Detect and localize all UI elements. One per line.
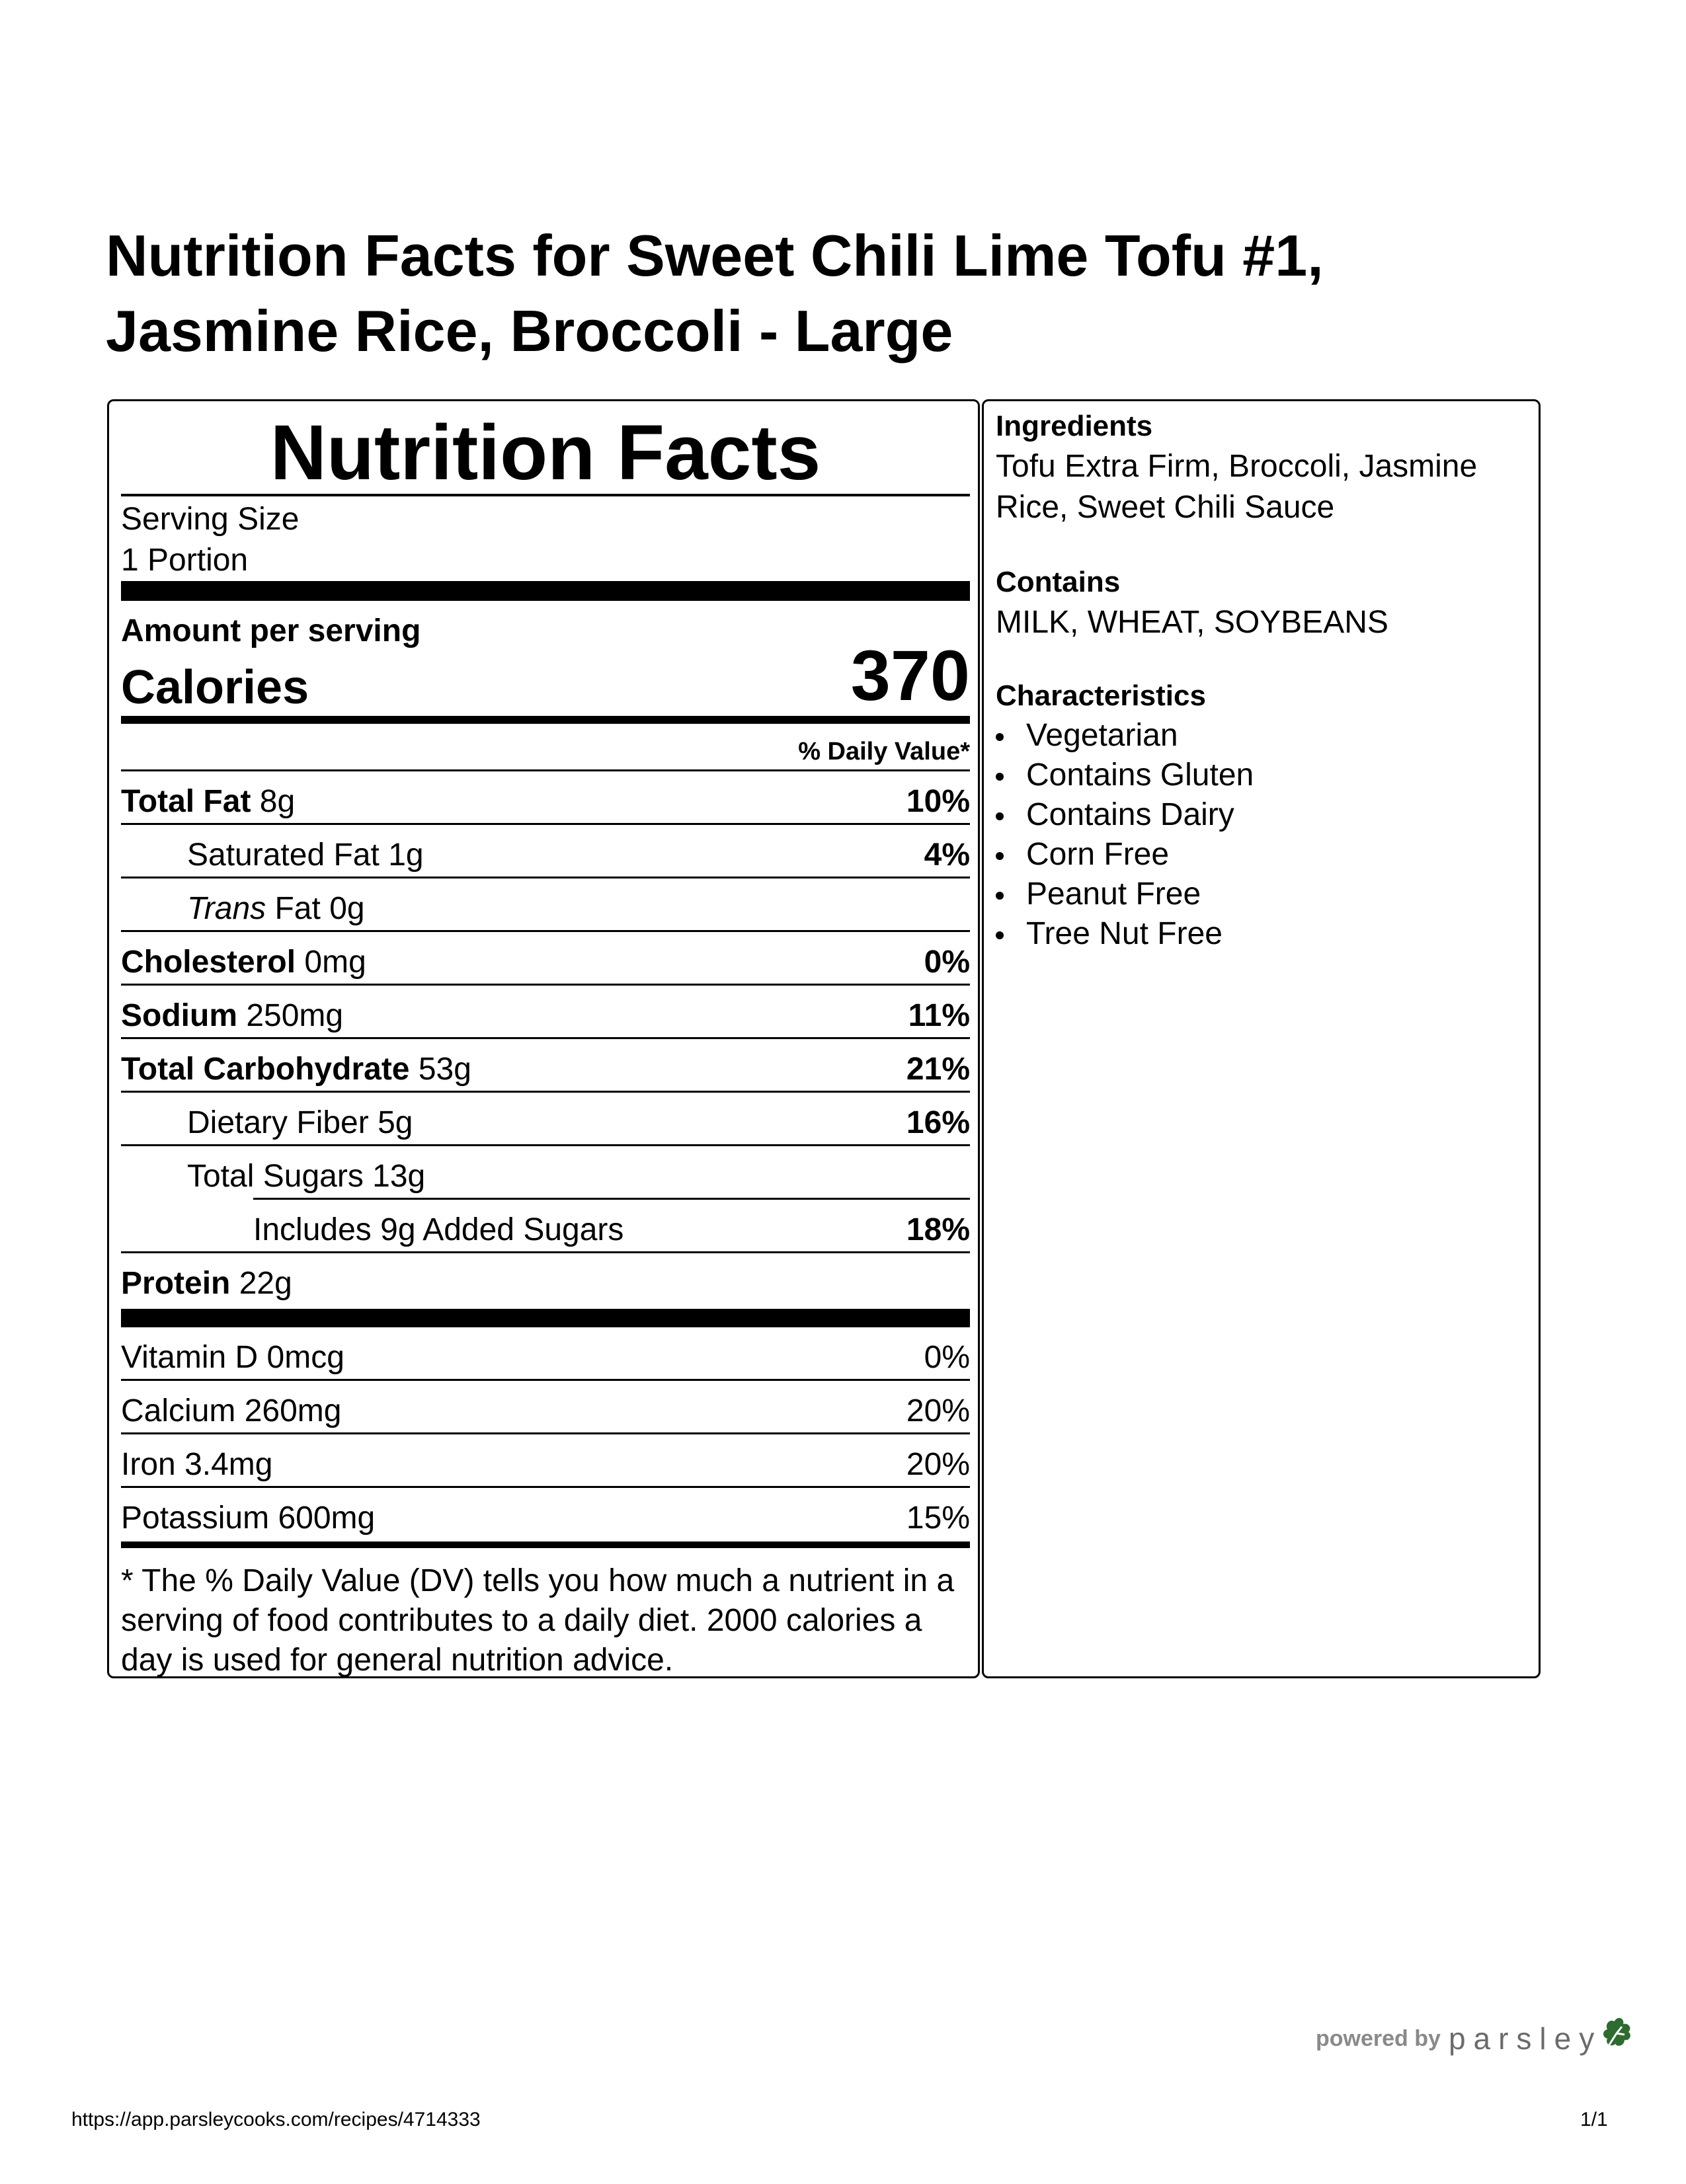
vitamin-amount: 3.4mg xyxy=(184,1447,273,1482)
vitamin-name: Iron xyxy=(121,1447,176,1482)
nutrient-amount: 22g xyxy=(239,1266,292,1301)
characteristic-label: Vegetarian xyxy=(1026,718,1178,753)
nutrient-name: Total Fat xyxy=(121,784,251,819)
nutrient-dv: 16% xyxy=(906,1105,970,1140)
nutrient-dv: 11% xyxy=(908,998,970,1033)
ingredients-heading: Ingredients xyxy=(996,410,1153,442)
list-item xyxy=(996,795,1531,835)
nutrient-amount: 250mg xyxy=(246,998,344,1033)
vitamin-dv: 20% xyxy=(906,1393,970,1428)
contains-text: MILK, WHEAT, SOYBEANS xyxy=(996,605,1388,640)
calories-value: 370 xyxy=(850,635,970,715)
nutrient-dv: 21% xyxy=(906,1052,970,1087)
nutrient-amount: 5g xyxy=(378,1105,413,1140)
nutrient-name: Fat xyxy=(274,891,321,926)
list-item xyxy=(996,756,1531,795)
powered-by-label: powered by xyxy=(1316,2026,1441,2051)
nutrient-row-cholesterol xyxy=(121,932,970,986)
nutrient-name: Sodium xyxy=(121,998,237,1033)
nutrient-name-italic: Trans xyxy=(187,891,266,926)
parsley-leaf-icon xyxy=(1598,2015,1635,2055)
vitamin-row-calcium xyxy=(121,1381,970,1434)
bullet-icon xyxy=(996,852,1004,860)
nutrient-row-total-sugars xyxy=(121,1146,970,1200)
list-item xyxy=(996,875,1531,914)
nutrition-facts-header: Nutrition Facts xyxy=(121,401,970,496)
contains-heading: Contains xyxy=(996,566,1121,598)
characteristics-heading: Characteristics xyxy=(996,680,1206,712)
bullet-icon xyxy=(996,931,1004,939)
vitamin-name: Vitamin D xyxy=(121,1340,259,1375)
nutrient-name: Includes 9g Added Sugars xyxy=(253,1212,624,1247)
nutrient-row-trans-fat xyxy=(121,878,970,932)
ingredients-panel xyxy=(982,399,1541,1678)
vitamin-dv: 20% xyxy=(906,1447,970,1482)
nutrient-name: Cholesterol xyxy=(121,945,296,980)
vitamin-amount: 600mg xyxy=(278,1501,376,1536)
nutrition-facts-label xyxy=(107,399,980,1678)
serving-size-label: Serving Size xyxy=(121,502,300,537)
nutrient-row-total-fat xyxy=(121,771,970,825)
calories-block xyxy=(121,601,970,724)
characteristic-label: Contains Dairy xyxy=(1026,797,1234,832)
bullet-icon xyxy=(996,733,1004,741)
list-item xyxy=(996,716,1531,756)
serving-size xyxy=(121,496,970,581)
amount-per-serving: Amount per serving xyxy=(121,613,421,648)
vitamin-name: Calcium xyxy=(121,1393,236,1428)
nutrient-row-sodium xyxy=(121,986,970,1039)
bullet-icon xyxy=(996,812,1004,820)
bullet-icon xyxy=(996,773,1004,781)
characteristic-label: Peanut Free xyxy=(1026,877,1201,912)
vitamin-row-iron xyxy=(121,1434,970,1488)
vitamin-row-potassium xyxy=(121,1488,970,1541)
nutrient-name: Total Sugars xyxy=(187,1159,364,1194)
bullet-icon xyxy=(996,892,1004,900)
nutrient-row-saturated-fat xyxy=(121,825,970,878)
vitamin-amount: 260mg xyxy=(244,1393,342,1428)
vitamin-dv: 15% xyxy=(906,1501,970,1536)
characteristic-label: Contains Gluten xyxy=(1026,758,1254,793)
ingredients-text: Tofu Extra Firm, Broccoli, Jasmine Rice, Sweet Chili Sauce xyxy=(996,449,1478,525)
daily-value-footnote: * The % Daily Value (DV) tells you how much a nutrient in a serving of food contributes to a daily diet. 2000 calories a day is used for general nutrition advice. xyxy=(121,1563,955,1678)
page-title: Nutrition Facts for Sweet Chili Lime Tofu #1, Jasmine Rice, Broccoli - Large xyxy=(106,223,1324,364)
parsley-logo-text: parsley xyxy=(1448,2021,1603,2056)
nutrient-name: Protein xyxy=(121,1266,231,1301)
powered-by-parsley[interactable] xyxy=(1316,2015,1635,2055)
nutrient-amount: 1g xyxy=(388,838,424,873)
nutrient-dv: 4% xyxy=(924,838,970,873)
nutrient-row-total-carbohydrate xyxy=(121,1039,970,1093)
nutrient-dv: 18% xyxy=(906,1212,970,1247)
nutrient-row-protein xyxy=(121,1253,970,1309)
daily-value-header: % Daily Value* xyxy=(121,724,970,771)
list-item xyxy=(996,914,1531,954)
nutrient-name: Dietary Fiber xyxy=(187,1105,369,1140)
nutrient-amount: 13g xyxy=(372,1159,426,1194)
list-item xyxy=(996,835,1531,875)
footnote-divider xyxy=(121,1541,970,1548)
nutrient-dv: 10% xyxy=(906,784,970,819)
thick-divider xyxy=(121,1309,970,1327)
vitamin-row-vitamin-d xyxy=(121,1327,970,1381)
nutrient-amount: 0mg xyxy=(304,945,366,980)
thick-divider xyxy=(121,581,970,601)
nutrient-dv: 0% xyxy=(924,945,970,980)
vitamin-name: Potassium xyxy=(121,1501,270,1536)
page-number: 1/1 xyxy=(1580,2109,1608,2130)
nutrient-amount: 0g xyxy=(329,891,365,926)
characteristic-label: Tree Nut Free xyxy=(1026,916,1223,951)
vitamin-dv: 0% xyxy=(924,1340,970,1375)
calories-label: Calories xyxy=(121,661,309,714)
characteristics-list xyxy=(996,716,1531,954)
nutrient-name: Saturated Fat xyxy=(187,838,380,873)
nutrient-row-added-sugars xyxy=(121,1200,970,1253)
vitamin-amount: 0mcg xyxy=(266,1340,344,1375)
nutrient-amount: 53g xyxy=(418,1052,471,1087)
nutrient-name: Total Carbohydrate xyxy=(121,1052,410,1087)
nutrient-row-dietary-fiber xyxy=(121,1093,970,1146)
page-url[interactable]: https://app.parsleycooks.com/recipes/4714333 xyxy=(71,2109,481,2130)
serving-size-value: 1 Portion xyxy=(121,543,249,578)
nutrient-amount: 8g xyxy=(259,784,296,819)
characteristic-label: Corn Free xyxy=(1026,837,1170,872)
